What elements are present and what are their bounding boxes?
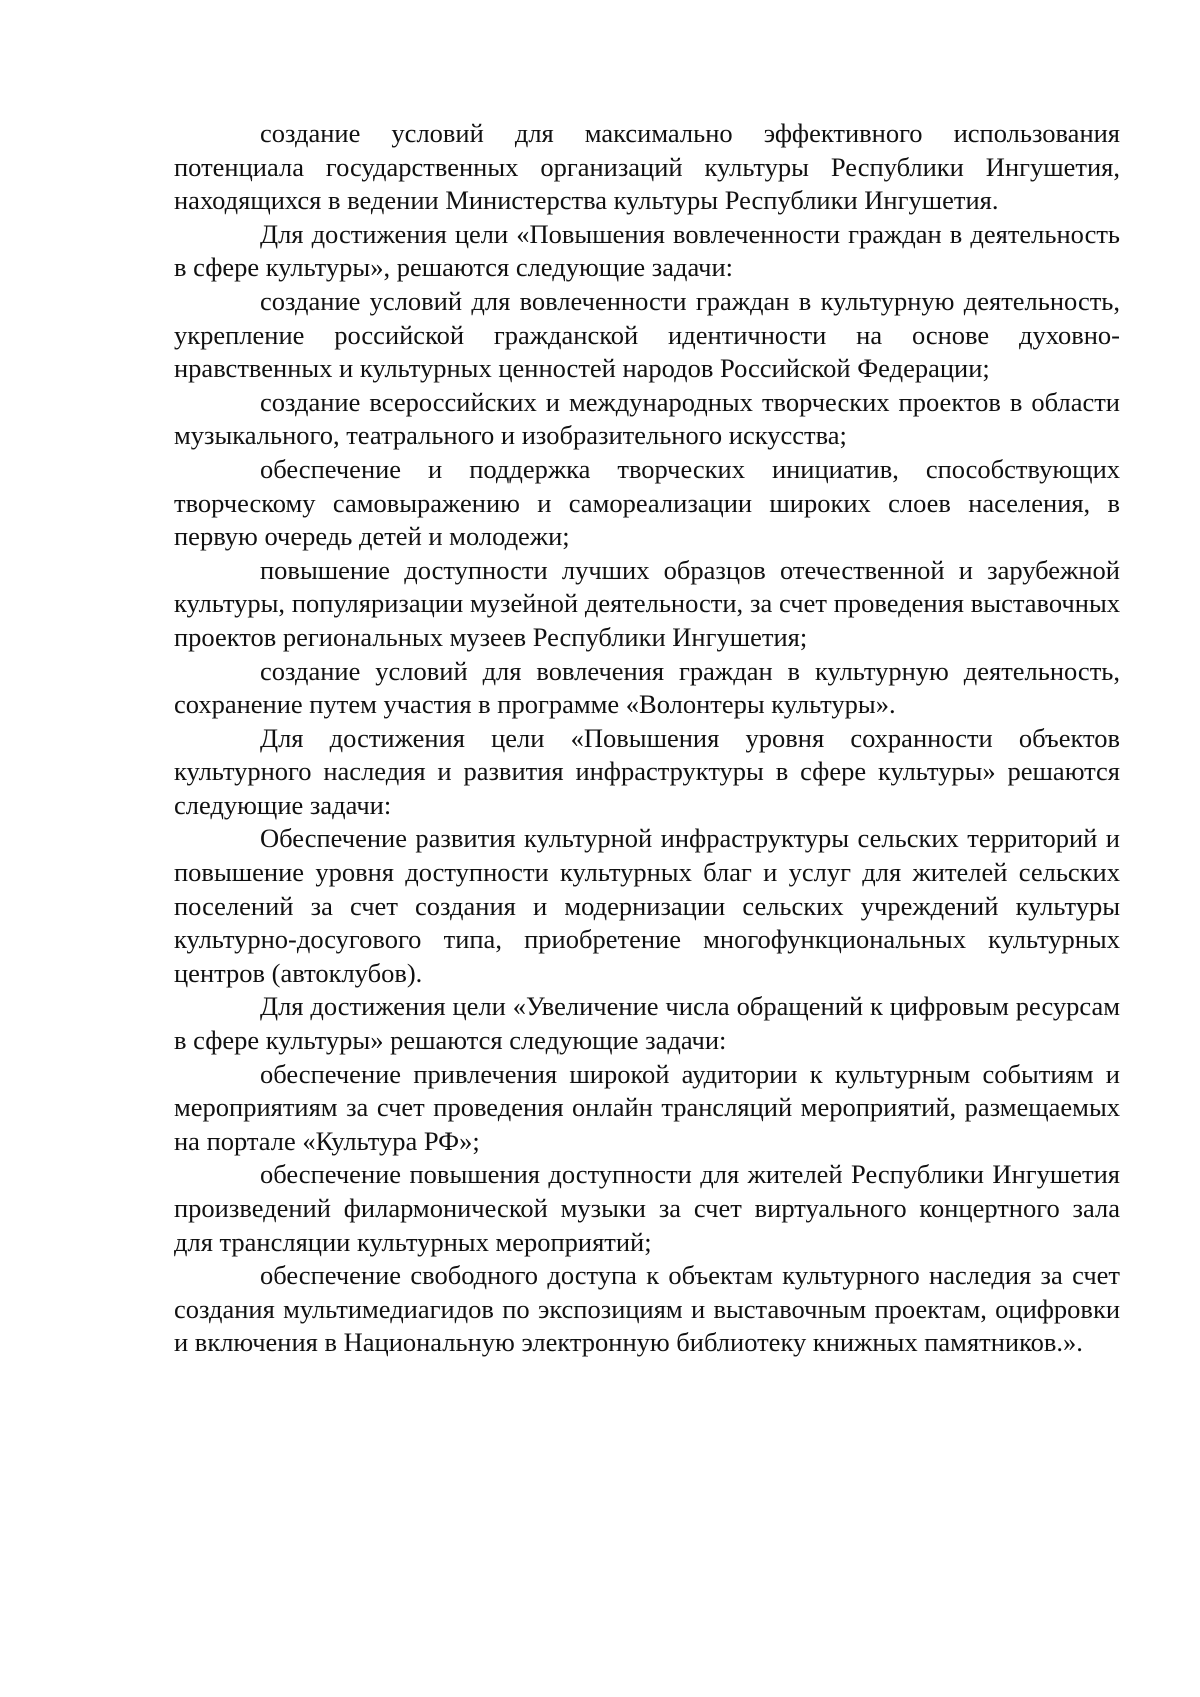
- paragraph-8: Для достижения цели «Повышения уровня сохранности объектов культурного наследия и развития инфраструктуры в сфере культуры» решаются следующие задачи:: [174, 722, 1120, 820]
- paragraph-4: создание всероссийских и международных творческих проектов в области музыкального, театрального и изобразительного искусства;: [174, 386, 1120, 451]
- paragraph-13: обеспечение свободного доступа к объектам культурного наследия за счет создания мультимедиагидов по экспозициям и выставочным проектам, оцифровки и включения в Национальную электронную библиотеку книжных памятников.».: [174, 1260, 1120, 1358]
- paragraph-7: создание условий для вовлечения граждан в культурную деятельность, сохранение путем участия в программе «Волонтеры культуры».: [174, 655, 1120, 720]
- paragraph-6: повышение доступности лучших образцов отечественной и зарубежной культуры, популяризации музейной деятельности, за счет проведения выставочных проектов региональных музеев Республики Ингушетия;: [174, 554, 1120, 652]
- paragraph-10: Для достижения цели «Увеличение числа обращений к цифровым ресурсам в сфере культуры» решаются следующие задачи:: [174, 991, 1120, 1056]
- paragraph-2: Для достижения цели «Повышения вовлеченности граждан в деятельность в сфере культуры», решаются следующие задачи:: [174, 218, 1120, 283]
- paragraph-9: Обеспечение развития культурной инфраструктуры сельских территорий и повышение уровня доступности культурных благ и услуг для жителей сельских поселений за счет создания и модернизации сельских учреждений культуры культурно-досугового типа, приобретение многофункциональных культурных центров (автоклубов).: [174, 823, 1120, 988]
- paragraph-1: создание условий для максимально эффективного использования потенциала государственных организаций культуры Республики Ингушетия, находящихся в ведении Министерства культуры Республики Ингушетия.: [174, 118, 1120, 216]
- paragraph-5: обеспечение и поддержка творческих инициатив, способствующих творческому самовыражению и самореализации широких слоев населения, в первую очередь детей и молодежи;: [174, 453, 1120, 552]
- document-body: [174, 117, 1120, 1360]
- paragraph-11: обеспечение привлечения широкой аудитории к культурным событиям и мероприятиям за счет проведения онлайн трансляций мероприятий, размещаемых на портале «Культура РФ»;: [174, 1058, 1120, 1156]
- paragraph-3: создание условий для вовлеченности граждан в культурную деятельность, укрепление российской гражданской идентичности на основе духовно-нравственных и культурных ценностей народов Российской Федерации;: [174, 285, 1120, 384]
- paragraph-12: обеспечение повышения доступности для жителей Республики Ингушетия произведений филармонической музыки за счет виртуального концертного зала для трансляции культурных мероприятий;: [174, 1159, 1120, 1257]
